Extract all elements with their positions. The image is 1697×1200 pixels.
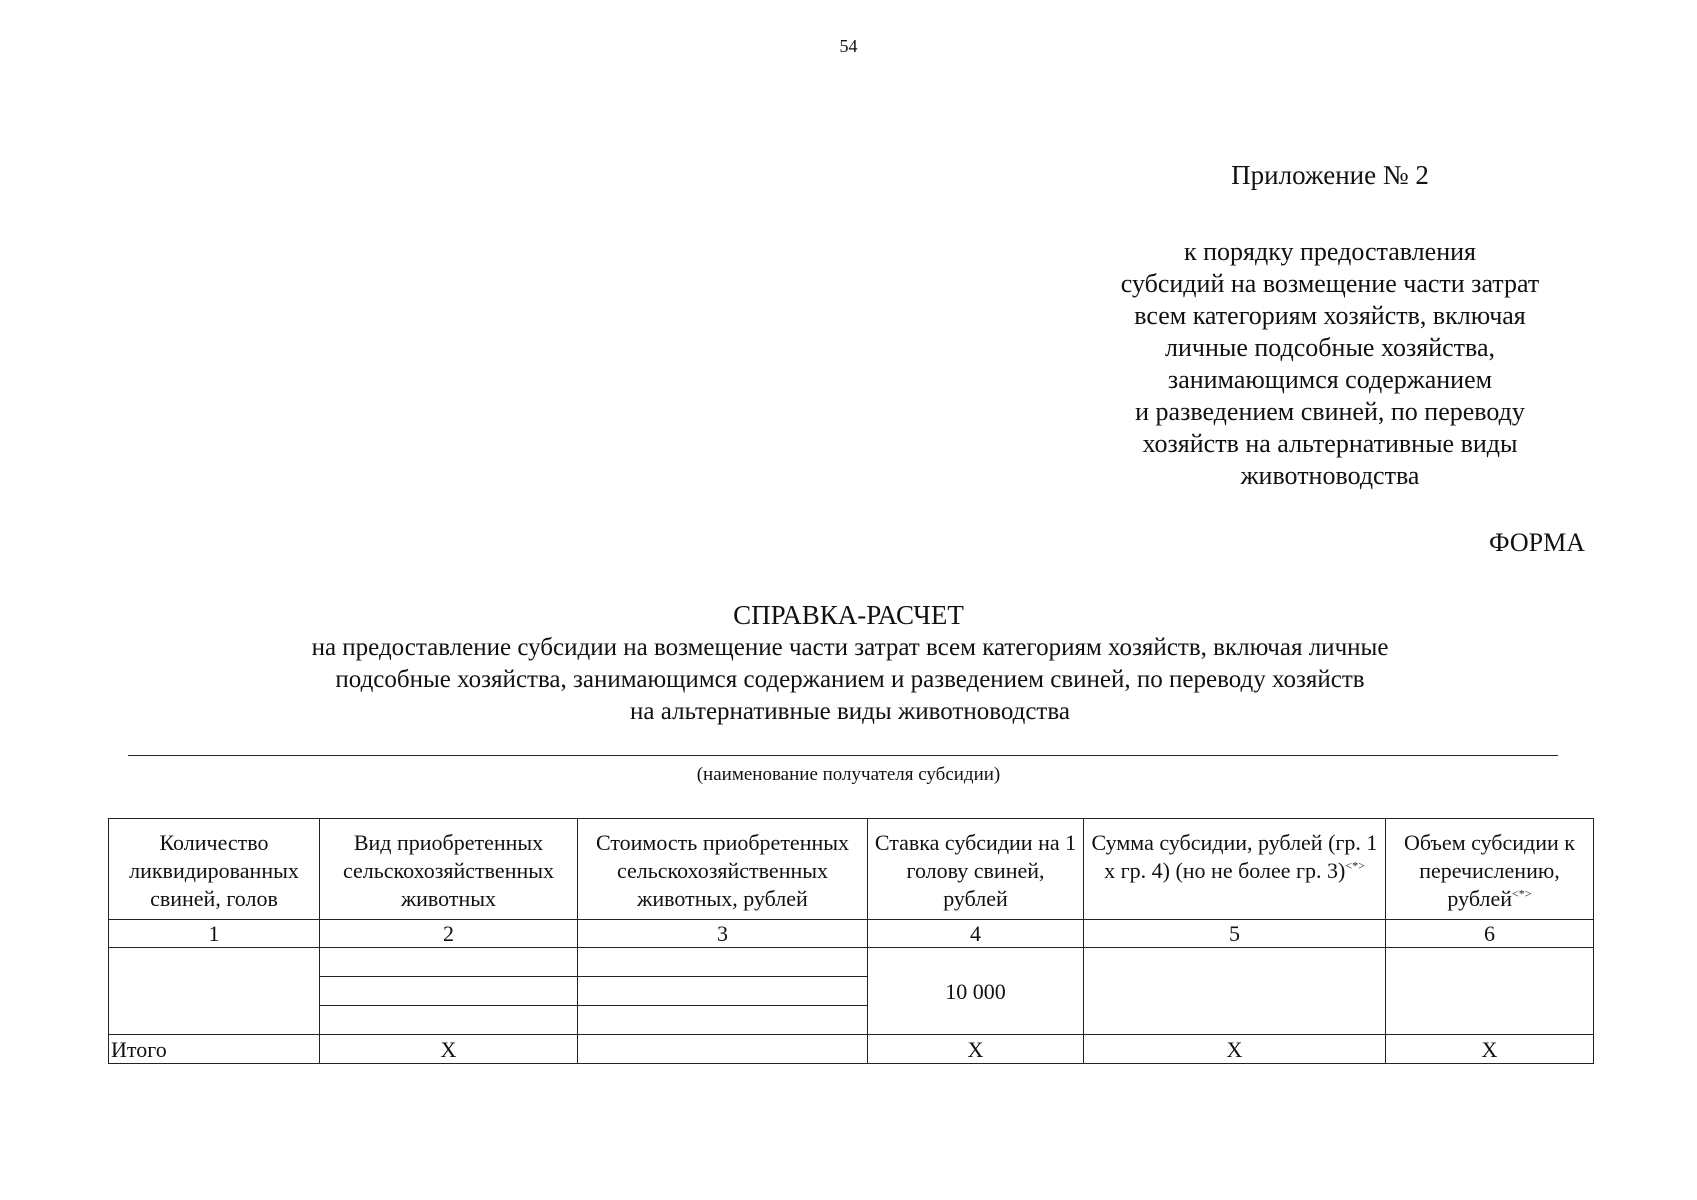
pigs-count-cell — [109, 948, 320, 1035]
appendix-line: к порядку предоставления — [1184, 237, 1476, 266]
document-subtitle — [200, 632, 1500, 728]
animal-type-cell — [320, 977, 578, 1006]
total-cell: X — [1084, 1035, 1386, 1064]
subtitle-line: на альтернативные виды животноводства — [630, 698, 1070, 725]
calculation-table — [108, 818, 1594, 1064]
subtitle-line: подсобные хозяйства, занимающимся содержанием и разведением свиней, по переводу хозяйств — [335, 666, 1365, 693]
column-number-row — [109, 920, 1594, 948]
animal-type-cell — [320, 1006, 578, 1035]
header-cell — [1386, 819, 1594, 920]
column-number: 4 — [868, 920, 1084, 948]
column-number: 5 — [1084, 920, 1386, 948]
subsidy-volume-cell — [1386, 948, 1594, 1035]
header-cell: Вид приобретенных сельскохозяйственных животных — [320, 819, 578, 920]
header-text: Объем субсидии к перечислению, рублей — [1404, 830, 1575, 911]
column-number: 2 — [320, 920, 578, 948]
table-header-row — [109, 819, 1594, 920]
appendix-line: субсидий на возмещение части затрат — [1120, 269, 1540, 298]
appendix-line: личные подсобные хозяйства, — [1164, 333, 1495, 362]
page-number: 54 — [839, 36, 858, 56]
total-label: Итого — [109, 1035, 320, 1064]
form-label: ФОРМА — [1489, 528, 1585, 557]
document-title: СПРАВКА-РАСЧЕТ — [733, 600, 964, 630]
footnote-mark: <*> — [1512, 886, 1532, 901]
column-number: 1 — [109, 920, 320, 948]
animal-cost-cell — [578, 977, 868, 1006]
appendix-description — [1080, 236, 1580, 492]
appendix-line: занимающимся содержанием — [1167, 365, 1493, 394]
appendix-line: и разведением свиней, по переводу — [1135, 397, 1525, 426]
total-cell: X — [320, 1035, 578, 1064]
header-cell: Количество ликвидированных свиней, голов — [109, 819, 320, 920]
recipient-caption: (наименование получателя субсидии) — [696, 764, 1001, 785]
header-cell: Ставка субсидии на 1 голову свиней, рублей — [868, 819, 1084, 920]
animal-cost-cell — [578, 948, 868, 977]
recipient-name-line — [128, 755, 1558, 756]
animal-cost-cell — [578, 1006, 868, 1035]
total-cell: X — [1386, 1035, 1594, 1064]
table-row — [109, 948, 1594, 977]
appendix-title: Приложение № 2 — [1231, 160, 1429, 190]
header-text: Сумма субсидии, рублей (гр. 1 х гр. 4) (но не более гр. 3) — [1091, 830, 1378, 883]
total-row — [109, 1035, 1594, 1064]
appendix-line: всем категориям хозяйств, включая — [1134, 301, 1526, 330]
subtitle-line: на предоставление субсидии на возмещение части затрат всем категориям хозяйств, включая личные — [311, 634, 1389, 661]
footnote-mark: <*> — [1345, 858, 1365, 873]
header-cell — [1084, 819, 1386, 920]
subsidy-sum-cell — [1084, 948, 1386, 1035]
subsidy-rate-cell: 10 000 — [868, 948, 1084, 1035]
header-cell: Стоимость приобретенных сельскохозяйственных животных, рублей — [578, 819, 868, 920]
animal-type-cell — [320, 948, 578, 977]
column-number: 3 — [578, 920, 868, 948]
appendix-line: хозяйств на альтернативные виды — [1142, 429, 1518, 458]
appendix-line: животноводства — [1240, 461, 1420, 490]
total-cell: X — [868, 1035, 1084, 1064]
total-cell — [578, 1035, 868, 1064]
column-number: 6 — [1386, 920, 1594, 948]
